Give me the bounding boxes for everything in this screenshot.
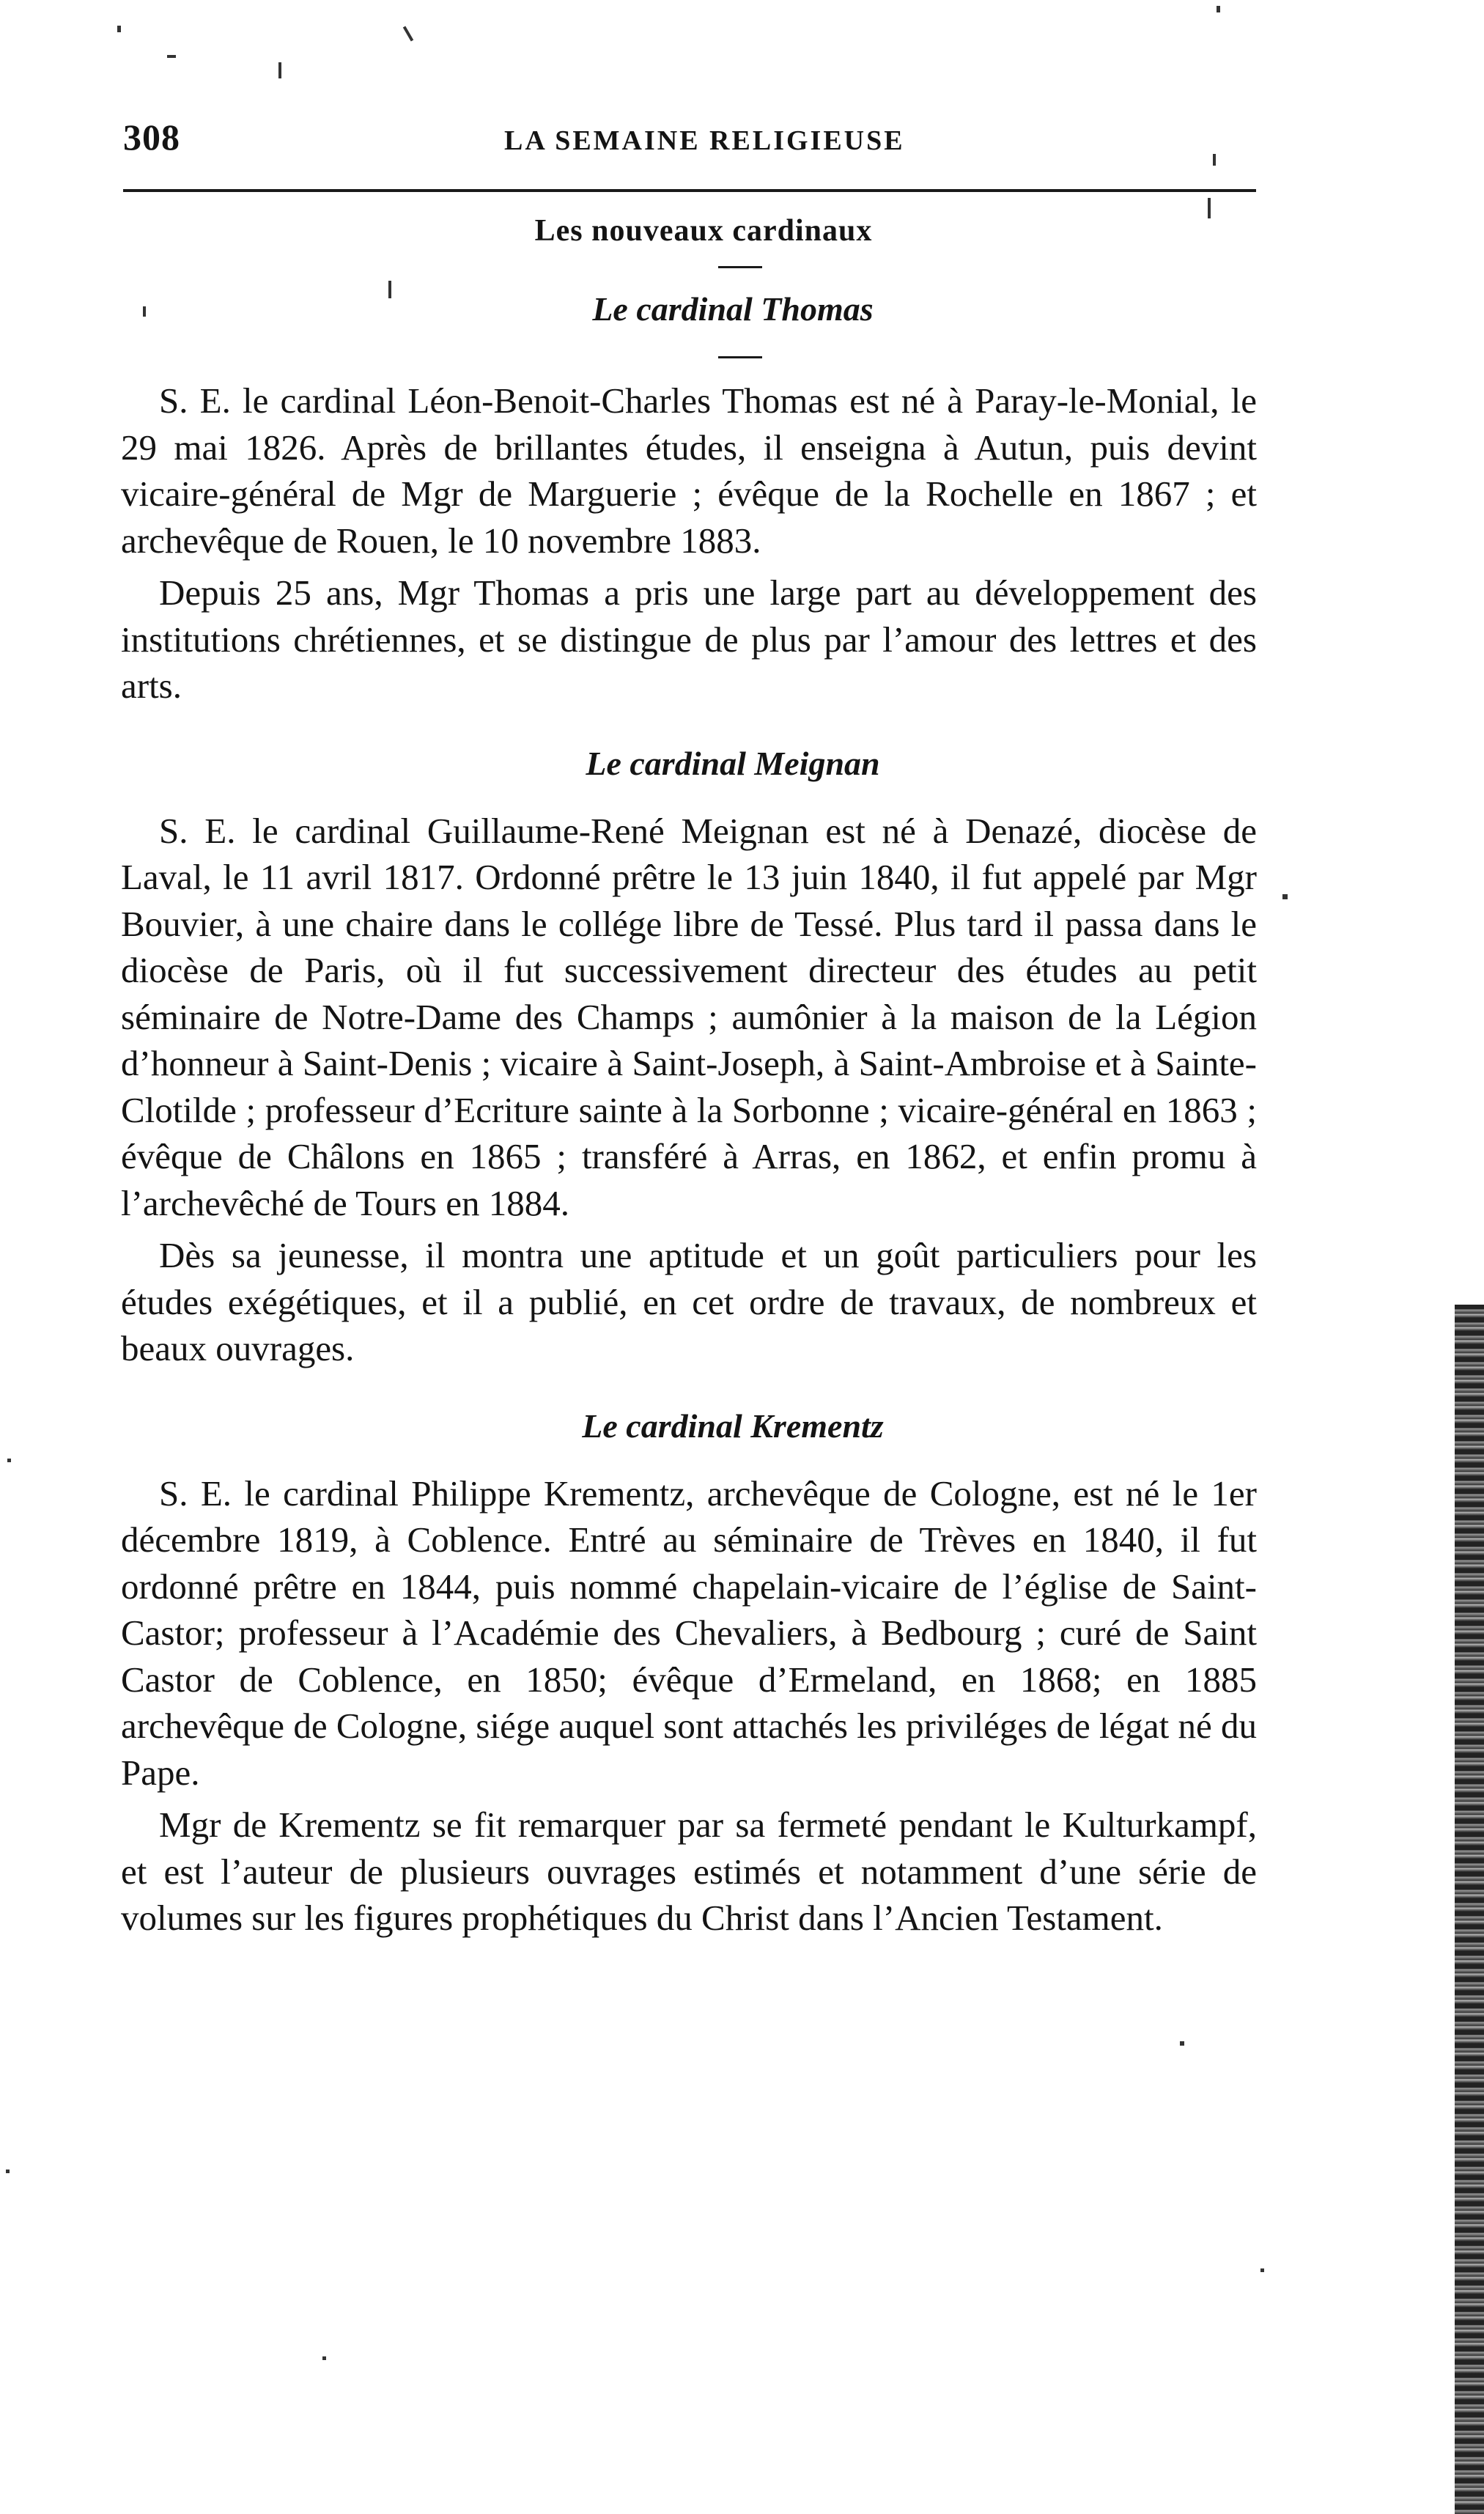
paragraph: Dès sa jeunesse, il montra une aptitude et un goût particuliers pour les études exégétiques, et il a publié, en cet ordre de travaux, de nombreux et beaux ouvrages.	[121, 1235, 1257, 1368]
running-head: LA SEMAINE RELIGIEUSE	[504, 125, 905, 156]
page-header	[123, 116, 1252, 167]
scan-speck	[278, 62, 281, 78]
scan-speck	[6, 2170, 10, 2173]
heading-divider	[718, 356, 762, 358]
paragraph: S. E. le cardinal Guillaume-René Meignan est né à Denazé, diocèse de Laval, le 11 avril 1817. Ordonné prêtre le 13 juin 1840, il fut appelé par Mgr Bouvier, à une chaire dans le collége libre de Tessé. Plus tard il passa dans le diocèse de Paris, où il fut successivement directeur des études au petit séminaire de Notre-Dame des Champs ; aumônier à la maison de la Légion d’honneur à Saint-Denis ; vicaire à Saint-Joseph, à Saint-Ambroise et à Sainte-Clotilde ; professeur d’Ecriture sainte à la Sorbonne ; vicaire-général en 1863 ; évêque de Châlons en 1865 ; transféré à Arras, en 1862, et enfin promu à l’archevêché de Tours en 1884.	[121, 810, 1257, 1223]
scanned-page-edge	[1455, 1305, 1484, 2514]
scan-speck	[117, 26, 121, 32]
paragraph: S. E. le cardinal Philippe Krementz, archevêque de Cologne, est né le 1er décembre 1819, à Coblence. Entré au séminaire de Trèves en 1840, il fut ordonné prêtre en 1844, puis nommé chapelain-vicaire de l’église de Saint-Castor; professeur à l’Académie des Chevaliers, à Bedbourg ; curé de Saint Castor de Coblence, en 1850; évêque d’Ermeland, en 1868; en 1885 archevêque de Cologne, siége auquel sont attachés les priviléges de légat né du Pape.	[121, 1472, 1257, 1793]
scan-speck	[1217, 6, 1220, 12]
scan-speck	[7, 1459, 11, 1462]
article-krementz	[121, 1404, 1257, 1942]
scan-speck	[1282, 894, 1288, 899]
paragraph: Mgr de Krementz se fit remarquer par sa fermeté pendant le Kulturkampf, et est l’auteur de plusieurs ouvrages estimés et notamment d’une série de volumes sur les figures prophétiques du Christ dans l’Ancien Testament.	[121, 1805, 1257, 1938]
title-divider	[718, 266, 762, 268]
article-meignan	[121, 742, 1257, 1372]
header-rule	[123, 189, 1256, 192]
scan-speck	[322, 2356, 326, 2360]
article-heading: Le cardinal Meignan	[586, 744, 880, 782]
scan-speck	[1180, 2041, 1184, 2046]
article-heading: Le cardinal Krementz	[582, 1407, 884, 1445]
paragraph: Depuis 25 ans, Mgr Thomas a pris une large part au développement des institutions chrétiennes, et se distingue de plus par l’amour des lettres et des arts.	[121, 572, 1257, 706]
scan-speck	[1260, 2268, 1264, 2272]
article-heading: Le cardinal Thomas	[592, 290, 874, 328]
page-number: 308	[123, 117, 180, 158]
section-title: Les nouveaux cardinaux	[534, 214, 873, 248]
article-thomas	[121, 287, 1257, 709]
main-text	[121, 209, 1257, 1942]
scan-speck	[167, 55, 176, 58]
scan-speck	[403, 26, 413, 41]
paragraph: S. E. le cardinal Léon-Benoit-Charles Thomas est né à Paray-le-Monial, le 29 mai 1826. Après de brillantes études, il enseigna à Autun, puis devint vicaire-général de Mgr de Marguerie ; évêque de la Rochelle en 1867 ; et archevêque de Rouen, le 10 novembre 1883.	[121, 380, 1257, 561]
